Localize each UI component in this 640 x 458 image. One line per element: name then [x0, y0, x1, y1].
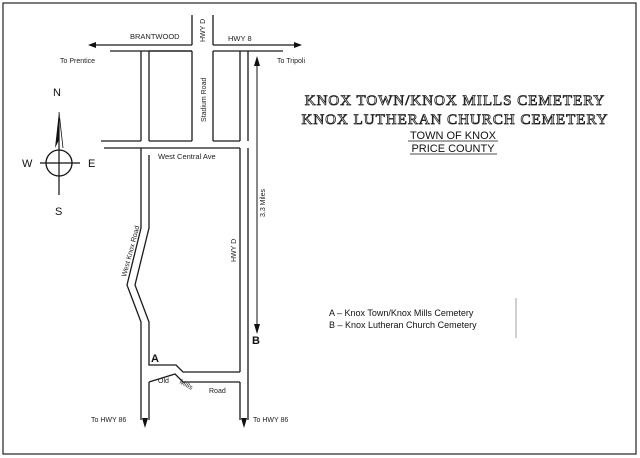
brantwood-label: BRANTWOOD	[130, 32, 180, 41]
town-label: TOWN OF KNOX	[410, 130, 496, 142]
stadium-road-label: Stadium Road	[201, 77, 208, 122]
to-hwy-86-left-label: To HWY 86	[91, 417, 127, 424]
distance-label: 3.3 Miles	[260, 188, 267, 217]
to-tripoli-label: To Tripoli	[277, 58, 306, 65]
hwy-8-road	[88, 42, 302, 51]
compass-e: E	[88, 158, 96, 170]
legend-item-b: B – Knox Lutheran Church Cemetery	[329, 320, 477, 330]
to-hwy-86-right-label: To HWY 86	[253, 417, 289, 424]
old-label: Old	[158, 378, 169, 385]
hwy-d-top-label: HWY D	[200, 18, 207, 42]
legend-item-a: A – Knox Town/Knox Mills Cemetery	[329, 308, 474, 318]
compass-n: N	[53, 87, 61, 99]
county-label: PRICE COUNTY	[411, 143, 495, 155]
title-line-1: KNOX TOWN/KNOX MILLS CEMETERY	[304, 93, 606, 109]
to-prentice-label: To Prentice	[60, 58, 96, 65]
west-knox-road-label: West Knox Road	[121, 225, 142, 278]
hwy-d-road	[240, 148, 248, 428]
street-grid	[101, 51, 248, 318]
marker-b: B	[252, 335, 260, 347]
west-central-ave-label: West Central Ave	[158, 152, 216, 161]
compass-rose	[40, 112, 80, 195]
road-label: Road	[209, 388, 226, 395]
compass-s: S	[55, 206, 63, 218]
hwy-d-label: HWY D	[231, 238, 238, 262]
legend	[329, 298, 516, 338]
marker-a: A	[151, 353, 159, 365]
map-frame	[3, 3, 636, 454]
mills-label: Mills	[178, 378, 194, 392]
title-line-2: KNOX LUTHERAN CHURCH CEMETERY	[301, 112, 609, 128]
compass-w: W	[22, 158, 33, 170]
hwy-8-label: HWY 8	[228, 34, 252, 43]
